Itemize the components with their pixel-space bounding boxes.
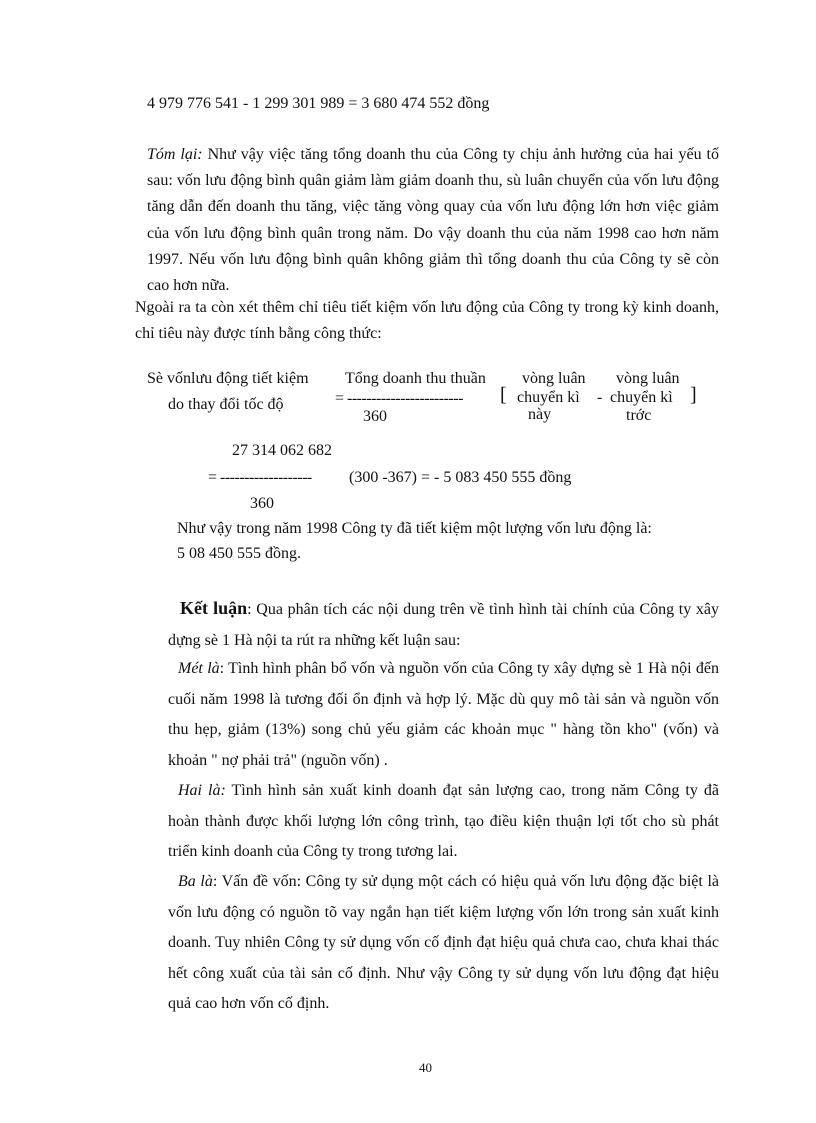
formula-lhs-line1: Sè vốnlưu động tiết kiệm: [147, 370, 309, 387]
calc-rest: (300 -367) = - 5 083 450 555 đồng: [349, 469, 572, 486]
conclusion-text: : Qua phân tích các nội dung trên về tình hình tài chính của Công ty xây dựng sè 1 Hà nội ta rút ra những kết luận sau:: [168, 601, 719, 649]
formula-numerator: Tổng doanh thu thuần: [345, 370, 486, 387]
page-number: 40: [419, 1060, 432, 1075]
point-1-label: Mét là: [178, 660, 220, 677]
point-2: [168, 776, 719, 868]
point-3: [168, 867, 719, 1020]
formula-bracket-open: [: [500, 384, 507, 406]
savings-amount: 5 08 450 555 đồng.: [177, 545, 301, 562]
equation-top: 4 979 776 541 - 1 299 301 989 = 3 680 474 552 đồng: [147, 95, 490, 112]
summary-paragraph: [147, 142, 719, 299]
calc-denominator: 360: [250, 495, 274, 512]
summary-label: Tóm lại:: [147, 146, 203, 163]
calc-numerator: 27 314 062 682: [232, 442, 332, 459]
point-1-text: : Tình hình phân bổ vốn và nguồn vốn của Công ty xây dựng sè 1 Hà nội đến cuối năm 1998 là tương đối ổn định và hợp lý. Mặc dù quy mô tài sản và nguồn vốn thu hẹp, giảm (13%) song chủ yếu giảm các khoản mục " hàng tồn kho" (vốn) và khoản " nợ phải trả" (nguồn vốn) .: [168, 660, 719, 769]
formula-bracket-close: ]: [690, 384, 697, 406]
formula-term1-mid: chuyển kì: [517, 389, 580, 406]
point-2-label: Hai là:: [178, 782, 226, 799]
summary-text: Như vậy việc tăng tổng doanh thu của Công ty chịu ảnh hưởng của hai yếu tố sau: vốn lưu động bình quân giảm làm giảm doanh thu, sù luân chuyển của vốn lưu động tăng dẫn đến doanh thu tăng, việc tăng vòng quay của vốn lưu động lớn hơn việc giảm của vốn lưu động bình quân trong năm. Do vậy doanh thu của năm 1998 cao hơn năm 1997. Nếu vốn lưu động bình quân không giảm thì tổng doanh thu của Công ty sẽ còn cao hơn nữa.: [147, 146, 719, 295]
conclusion-paragraph: [168, 593, 719, 656]
point-3-label: Ba là: [178, 873, 213, 890]
formula-term2-top: vòng luân: [616, 370, 680, 387]
formula-denominator: 360: [363, 408, 387, 425]
formula-term1-top: vòng luân: [522, 370, 586, 387]
point-3-text: : Vấn đề vốn: Công ty sử dụng một cách có hiệu quả vốn lưu động đặc biệt là vốn lưu động có nguồn tõ vay ngắn hạn tiết kiệm lượng vốn lớn trong sản xuất kinh doanh. Tuy nhiên Công ty sử dụng vốn cố định đạt hiệu quả chưa cao, chưa khai thác hết công xuất của tài sản cố định. Như vậy Công ty sử dụng vốn lưu động đạt hiệu quả cao hơn vốn cố định.: [168, 873, 720, 1012]
formula-term2-mid: chuyển kì: [610, 389, 673, 406]
savings-sentence: Như vậy trong năm 1998 Công ty đã tiết kiệm một lượng vốn lưu động là:: [177, 520, 652, 537]
formula-dashes: = ------------------------: [335, 390, 463, 407]
formula-term1-bot: này: [528, 406, 552, 423]
formula-lhs-line2: do thay đổi tốc độ: [168, 396, 284, 413]
calc-dashes: = -------------------: [208, 469, 312, 486]
conclusion-heading: Kết luận: [180, 598, 248, 618]
formula-term2-bot: trớc: [626, 407, 652, 424]
point-2-text: Tình hình sản xuất kinh doanh đạt sản lượng cao, trong năm Công ty đã hoàn thành được khối lượng lớn công trình, tạo điều kiện thuận lợi tốt cho sù phát triển kinh doanh của Công ty trong tương lai.: [168, 782, 719, 860]
intro-paragraph: Ngoài ra ta còn xét thêm chỉ tiêu tiết kiệm vốn lưu động của Công ty trong kỳ kinh doanh, chỉ tiêu này được tính bằng công thức:: [135, 299, 719, 343]
formula-minus: -: [597, 389, 603, 406]
point-1: [168, 654, 719, 776]
